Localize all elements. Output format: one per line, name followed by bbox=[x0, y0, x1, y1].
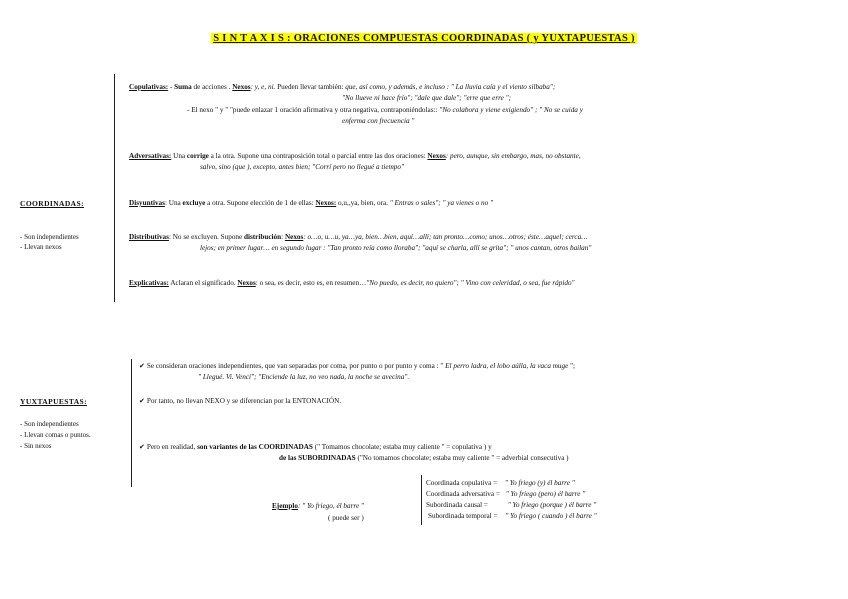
explicativas-line: Explicativas: Aclaran el significado. Nexos: o sea, es decir, esto es, en resumen…"No puedo, es decir, no quiero"; " Vino con celeridad, o sea, fue rápido" bbox=[129, 279, 575, 287]
coordinadas-heading: COORDINADAS: bbox=[20, 199, 84, 208]
yuxtapuestas-p2: ✔ Por tanto, no llevan NEXO y se diferencian por la ENTONACIÓN. bbox=[139, 397, 342, 405]
adversativas-label: Adversativas: bbox=[129, 152, 172, 160]
ejemplo-bracket bbox=[421, 475, 422, 525]
yuxtapuestas-p3-line-2: de las SUBORDINADAS ("No tomamos chocolate; estaba muy caliente " = adverbial consecutiva ) bbox=[279, 454, 569, 462]
copulativas-line-4: enferma con frecuencia " bbox=[342, 117, 415, 125]
yuxtapuestas-bullet-3: - Sin nexos bbox=[20, 442, 52, 450]
puede-ser: ( puede ser ) bbox=[328, 514, 364, 522]
adversativas-line-2: salvo, sino (que ), excepto, antes bien; "Corrí pero no llegué a tiempo" bbox=[200, 163, 404, 171]
ejemplo-line: Ejemplo: " Yo friego, él barre " bbox=[272, 502, 364, 510]
copulativas-line-1: Copulativas: - Suma de acciones . Nexos: y, e, ni. Pueden llevar también: que, así como, y además, e incluso : " La lluvia caía y el viento silbaba"; bbox=[129, 83, 556, 91]
page-title: S I N T A X I S : ORACIONES COMPUESTAS COORDINADAS ( y YUXTAPUESTAS ) bbox=[213, 33, 635, 44]
variant-row: Subordinada causal = " Yo friego (porque ) él barre " bbox=[426, 501, 597, 509]
explicativas-label: Explicativas: bbox=[129, 279, 169, 287]
disyuntivas-line: Disyuntivas: Una excluye a otra. Supone elección de 1 de ellas: Nexos: o,u,,ya, bien, ora. " Entras o sales"; " ya vienes o no " bbox=[129, 199, 494, 207]
ejemplo-label: Ejemplo bbox=[272, 502, 298, 510]
variant-row: Coordinada adversativa = " Yo friego (pero) él barre " bbox=[426, 490, 586, 498]
check-icon: ✔ bbox=[139, 397, 146, 405]
adversativas-line-1: Adversativas: Una corrige a la otra. Supone una contraposición total o parcial entre las dos oraciones: Nexos: pero, aunque, sin embargo, mas, no obstante, bbox=[129, 152, 581, 160]
yuxtapuestas-p1-line-2: " Llegué. Vi. Vencí"; "Enciende la luz, no veo nada, la noche se avecina". bbox=[198, 373, 410, 381]
distributivas-label: Distributivas bbox=[129, 233, 169, 241]
yuxtapuestas-bracket bbox=[131, 359, 132, 487]
check-icon: ✔ bbox=[139, 362, 146, 370]
copulativas-label: Copulativas: bbox=[129, 83, 169, 91]
variant-row: Subordinada temporal = " Yo friego ( cuando ) él barre " bbox=[428, 512, 597, 520]
yuxtapuestas-bullet-2: - Llevan comas o puntos. bbox=[20, 431, 91, 439]
yuxtapuestas-heading: YUXTAPUESTAS: bbox=[20, 397, 88, 406]
copulativas-line-3: - El nexo " y " "puede enlazar 1 oración afirmativa y otra negativa, contraponiéndolas:: "No colabora y viene exigiendo" ; " No se cuida y bbox=[187, 106, 583, 114]
check-icon: ✔ bbox=[139, 443, 146, 451]
variant-row: Coordinada copulativa = " Yo friego (y) él barre " bbox=[426, 479, 575, 487]
yuxtapuestas-p1-line-1: ✔ Se consideran oraciones independientes, que van separadas por coma, por punto o por punto y coma : " El perro ladra, el lobo aúlla, la vaca muge "; bbox=[139, 362, 576, 370]
distributivas-line-2: lejos; en primer lugar… en segundo lugar : "Tan pronto reía como lloraba"; "aquí se charla, allí se grita"; " unos cantan, otros bailan" bbox=[200, 244, 592, 252]
disyuntivas-label: Disyuntivas bbox=[129, 199, 165, 207]
coordinadas-bullet-2: - Llevan nexos bbox=[20, 243, 62, 251]
yuxtapuestas-p3-line-1: ✔ Pero en realidad, son variantes de las COORDINADAS (" Tomamos chocolate; estaba muy caliente " = copulativa ) y bbox=[139, 443, 492, 451]
coordinadas-bracket bbox=[114, 74, 115, 302]
yuxtapuestas-bullet-1: - Son independientes bbox=[20, 420, 79, 428]
coordinadas-bullet-1: - Son independientes bbox=[20, 233, 79, 241]
copulativas-line-2: "No llueve ni hace frío"; "dale que dale"; "erre que erre "; bbox=[342, 94, 512, 102]
distributivas-line-1: Distributivas: No se excluyen. Supone distribución: Nexos: o…o, u…u, ya…ya, bien…bien, aquí…allí; tan pronto…como; unos…otros; éste…aquel; cerca… bbox=[129, 233, 588, 241]
